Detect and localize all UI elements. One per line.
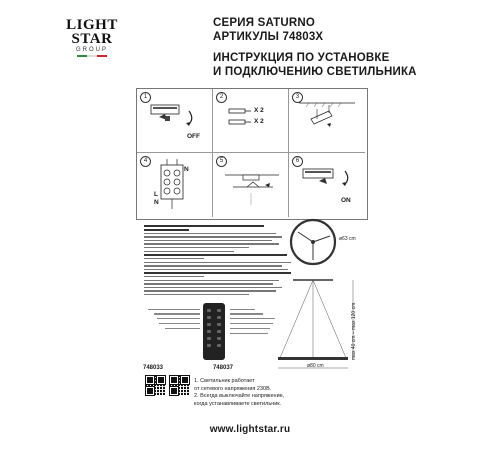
safety-notes xyxy=(194,378,314,408)
logo-line-1: LIGHT xyxy=(66,17,118,33)
step-number: 4 xyxy=(140,156,151,167)
screw-quantity: X 2 xyxy=(254,107,264,114)
step-number: 2 xyxy=(216,92,227,103)
document-title xyxy=(213,51,417,79)
note-line-3: 2. Всегда выключайте напряжение, xyxy=(194,393,285,399)
qr-code-a xyxy=(145,375,165,395)
step-1 xyxy=(137,89,213,153)
series-name: СЕРИЯ SATURNO xyxy=(213,17,315,29)
diameter-bottom-label: ø80 cm xyxy=(307,363,324,369)
brand-logo xyxy=(62,18,122,57)
ring-side-view xyxy=(278,357,348,360)
article-codes xyxy=(143,365,233,371)
step-number: 6 xyxy=(292,156,303,167)
flag-stripe xyxy=(62,55,122,57)
remote-labels-left xyxy=(142,305,200,333)
note-line-2: от сетевого напряжения 230В. xyxy=(194,385,272,392)
article-code-b: 748037 xyxy=(212,365,233,371)
step-2 xyxy=(213,89,289,153)
step-number: 3 xyxy=(292,92,303,103)
note-line-4: когда устанавливаете светильник. xyxy=(194,400,282,407)
diameter-top-label: ø63 cm xyxy=(339,236,356,242)
logo-line-3: GROUP xyxy=(75,47,108,53)
title-line-1: ИНСТРУКЦИЯ ПО УСТАНОВКЕ xyxy=(213,52,390,64)
step-number: 1 xyxy=(140,92,151,103)
installation-steps-grid xyxy=(136,88,368,220)
step-number: 5 xyxy=(216,156,227,167)
on-label: ON xyxy=(341,197,351,204)
neutral-label-2: N xyxy=(154,199,159,206)
series-header xyxy=(213,16,323,44)
title-line-2: И ПОДКЛЮЧЕНИЮ СВЕТИЛЬНИКА xyxy=(213,66,417,78)
article-numbers: АРТИКУЛЫ 74803X xyxy=(213,31,324,43)
neutral-label: N xyxy=(184,166,189,173)
dowel-quantity: X 2 xyxy=(254,118,264,125)
article-code-a: 748033 xyxy=(143,365,164,371)
step-6 xyxy=(289,153,365,217)
step-3 xyxy=(289,89,365,153)
height-label: max 40 cm – max 120 cm xyxy=(351,302,357,360)
step-5 xyxy=(213,153,289,217)
logo-line-2: STAR xyxy=(71,31,113,47)
qr-code-b xyxy=(169,375,189,395)
remote-control xyxy=(203,303,225,360)
off-label: OFF xyxy=(187,133,200,140)
live-label: L xyxy=(154,191,158,198)
website-url[interactable]: www.lightstar.ru xyxy=(209,424,291,435)
note-line-1: 1. Светильник работает xyxy=(194,378,255,384)
step-4 xyxy=(137,153,213,217)
